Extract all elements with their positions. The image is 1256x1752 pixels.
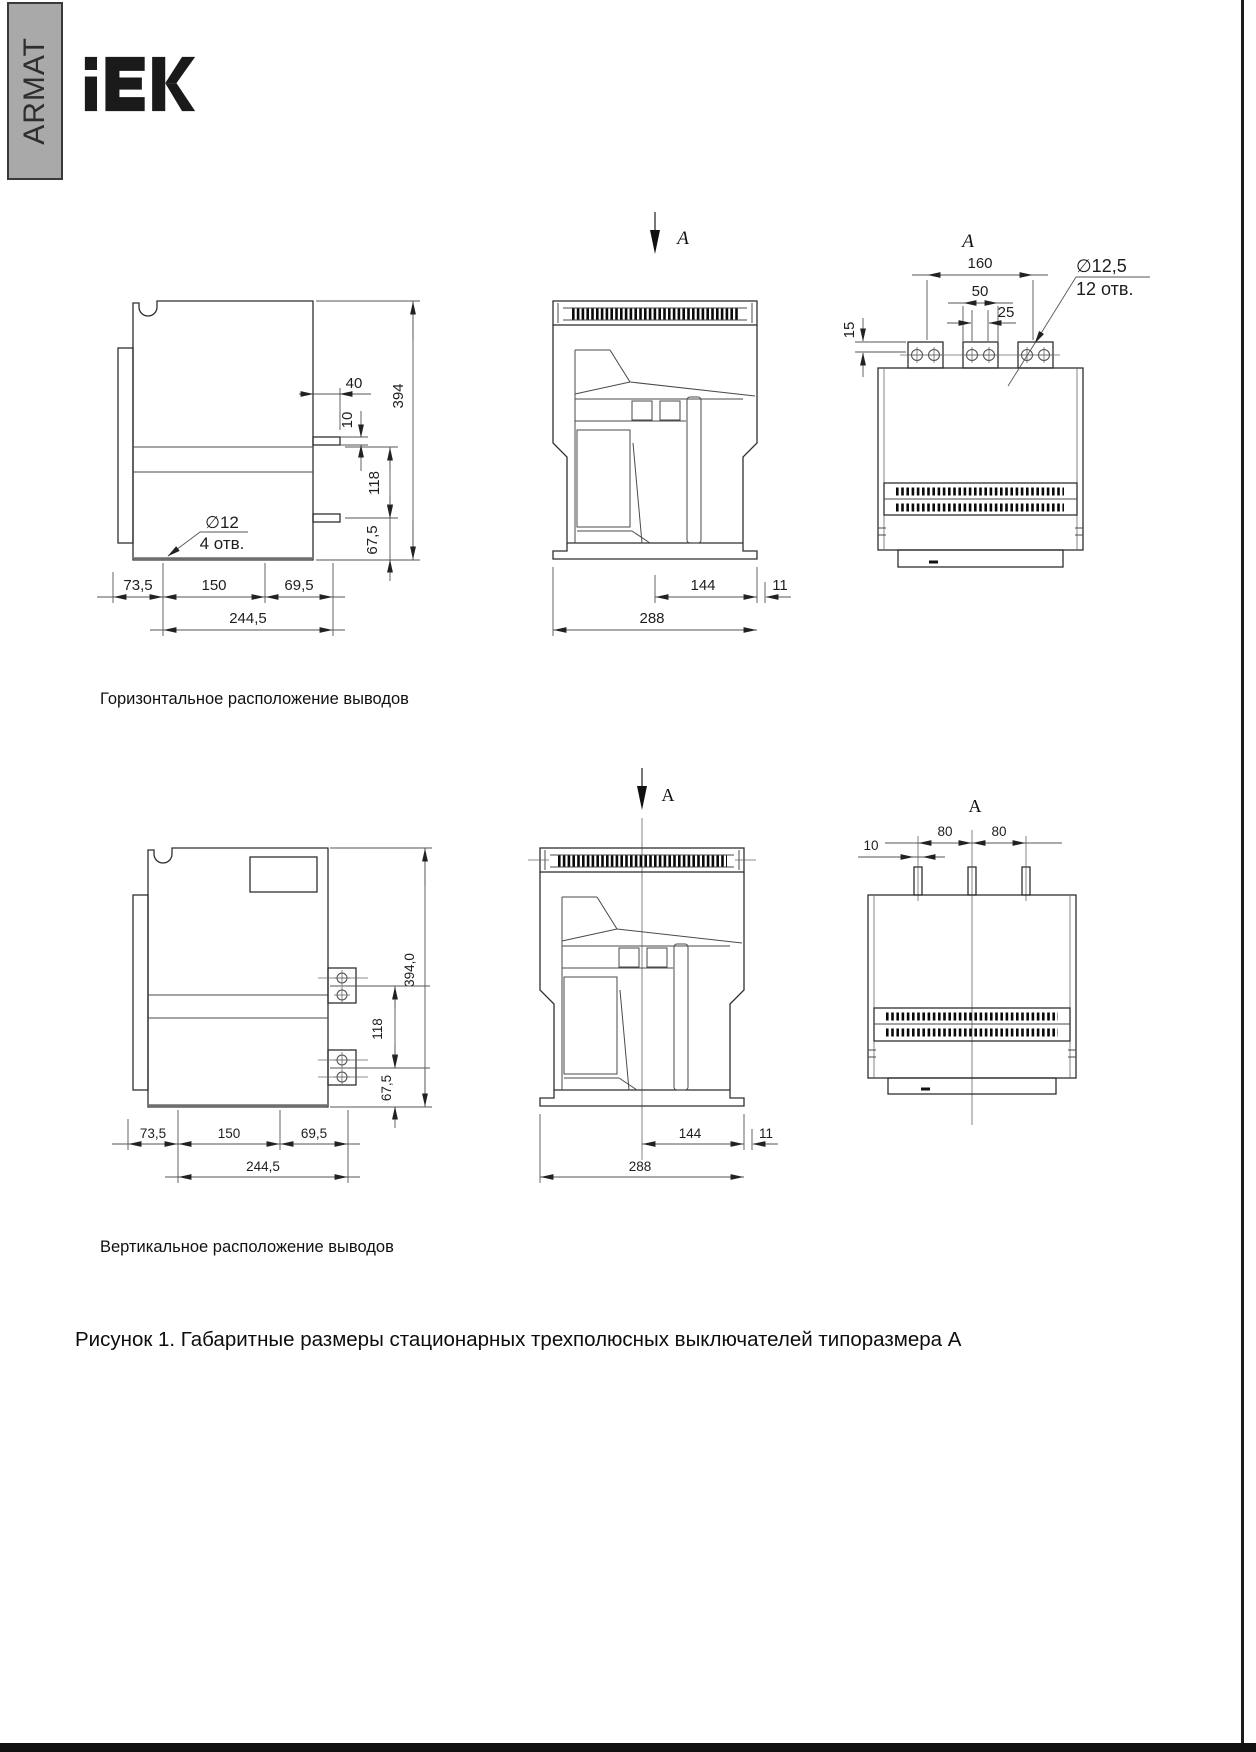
dimension-label: 160 (967, 255, 993, 272)
hole-count-label: 12 отв. (1076, 279, 1134, 299)
hole-diameter-label: ∅12 (205, 513, 239, 532)
dimension-label: 73,5 (139, 1126, 167, 1141)
dimension-label: 11 (772, 577, 788, 594)
dimension-label: 244,5 (246, 1159, 280, 1174)
dimension-label: 118 (366, 471, 383, 495)
view-letter: A (968, 796, 982, 816)
section1-front-view (553, 212, 791, 636)
dimension-label: 144 (690, 577, 716, 594)
dimension-label: 80 (991, 824, 1007, 839)
dimension-label: 394,0 (402, 953, 417, 987)
dimension-label: 11 (758, 1126, 774, 1141)
dimension-label: 288 (628, 1159, 652, 1174)
section2-rear-view (858, 796, 1076, 1125)
dimension-label: 244,5 (229, 610, 267, 627)
hole-count-label: 4 отв. (199, 534, 245, 553)
dimension-label: 10 (863, 838, 879, 853)
view-letter: A (661, 785, 675, 805)
view-direction-arrowhead-icon (650, 230, 660, 254)
page-bottom-border (0, 1743, 1256, 1752)
dimension-label: 25 (997, 304, 1015, 321)
dimension-label: 40 (345, 375, 363, 392)
dimension-label: 80 (937, 824, 953, 839)
dimension-label: 394 (390, 383, 407, 409)
view-direction-arrowhead-icon (637, 786, 647, 810)
dimension-label: 118 (370, 1018, 385, 1040)
dimension-label: 69,5 (284, 577, 314, 594)
hole-diameter-label: ∅12,5 (1076, 256, 1127, 276)
section1-side-view (97, 301, 420, 636)
page-right-border (1241, 0, 1244, 1752)
dimension-label: 69,5 (300, 1126, 328, 1141)
section2-front-view (528, 768, 778, 1183)
view-letter: A (962, 231, 974, 252)
view-letter: A (677, 228, 689, 249)
brand-vertical-label: ARMAT (18, 37, 51, 145)
section1-title: Горизонтальное расположение выводов (100, 690, 409, 708)
dimension-label: 67,5 (364, 525, 381, 555)
dimension-label: 150 (217, 1126, 241, 1141)
dimension-label: 50 (971, 283, 989, 300)
dimension-label: 73,5 (123, 577, 153, 594)
dimension-label: 10 (339, 411, 356, 429)
section2-title: Вертикальное расположение выводов (100, 1238, 394, 1256)
dimension-label: 67,5 (379, 1074, 394, 1102)
section2-side-view (112, 848, 432, 1183)
dimension-label: 15 (841, 321, 858, 339)
section1-rear-view (841, 231, 1150, 567)
figure-caption: Рисунок 1. Габаритные размеры стационарных трехполюсных выключателей типоразмера А (75, 1328, 962, 1351)
dimension-label: 150 (201, 577, 227, 594)
dimension-label: 288 (639, 610, 665, 627)
dimension-label: 144 (678, 1126, 702, 1141)
